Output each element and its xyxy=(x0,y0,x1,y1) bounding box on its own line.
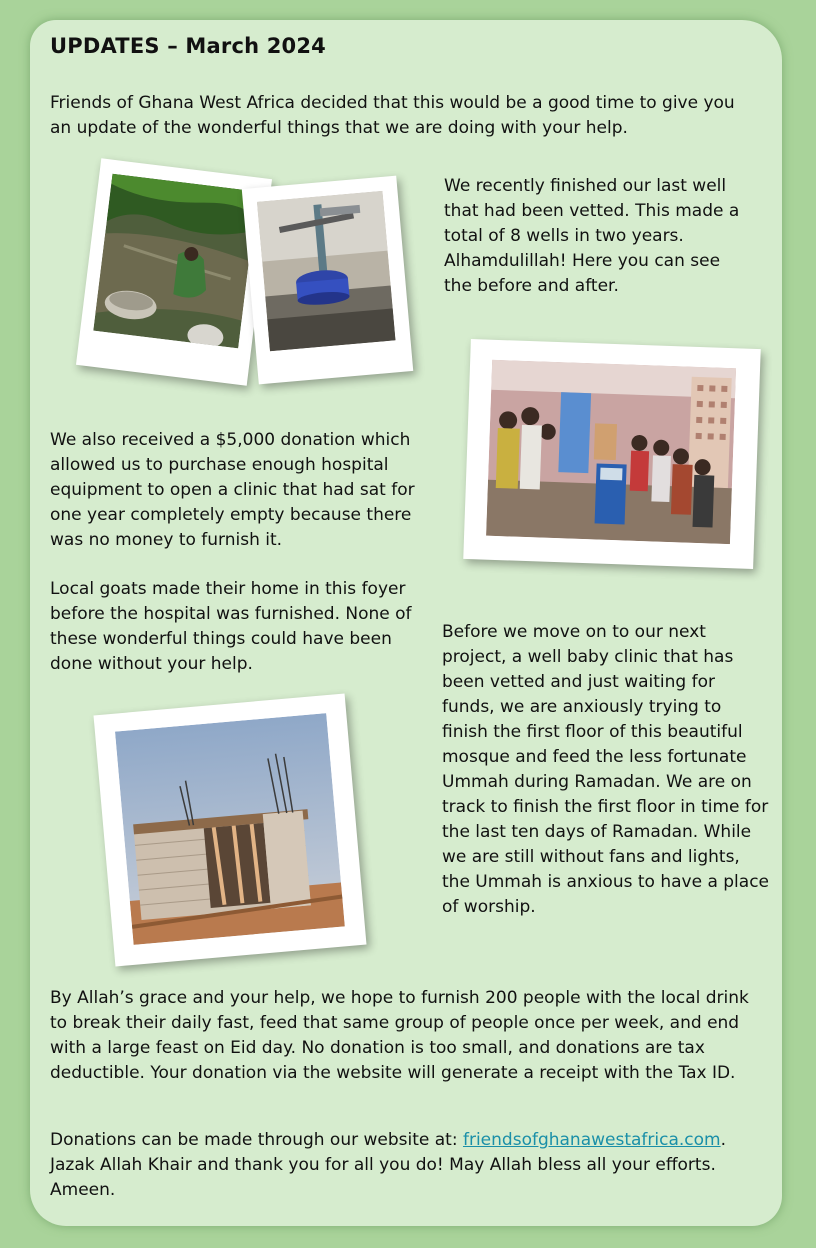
well-after-photo xyxy=(242,176,413,385)
goats-paragraph: Local goats made their home in this foyer before the hospital was furnished. None of these wonderful things could have been done without your help. xyxy=(50,579,412,674)
ramadan-paragraph: By Allah’s grace and your help, we hope to furnish 200 people with the local drink to break their daily fast, feed that same group of people once per week, and end with a large feast on Eid day. No donation is too small, and donations are tax deductible. Your donation via the website will generate a receipt with the Tax ID. xyxy=(50,988,749,1083)
donate-text-after: . Jazak Allah Khair and thank you for all you do! May Allah bless all your efforts. Ameen. xyxy=(50,1130,727,1200)
donate-text-before: Donations can be made through our website at: xyxy=(50,1130,463,1150)
mosque-paragraph: Before we move on to our next project, a well baby clinic that has been vetted and just waiting for funds, we are anxiously trying to finish the first floor of this beautiful mosque and feed the less fortunate Ummah during Ramadan. We are on track to finish the first floor in time for the last ten days of Ramadan. While we are still without fans and lights, the Ummah is anxious to have a place of worship. xyxy=(442,622,770,917)
clinic-paragraph: We also received a $5,000 donation which allowed us to purchase enough hospital equipment to open a clinic that had sat for one year completely empty because there was no money to furnish it. xyxy=(50,430,415,550)
page-title: UPDATES – March 2024 xyxy=(50,34,326,58)
donate-paragraph xyxy=(50,1128,762,1203)
clinic-photo xyxy=(463,339,761,569)
website-link[interactable]: friendsofghanawestafrica.com xyxy=(462,1130,721,1150)
wells-paragraph: We recently finished our last well that had been vetted. This made a total of 8 wells in two years. Alhamdulillah! Here you can see the before and after. xyxy=(444,176,740,296)
mosque-photo xyxy=(93,693,366,966)
intro-paragraph: Friends of Ghana West Africa decided that this would be a good time to give you an update of the wonderful things that we are doing with your help. xyxy=(50,93,735,138)
